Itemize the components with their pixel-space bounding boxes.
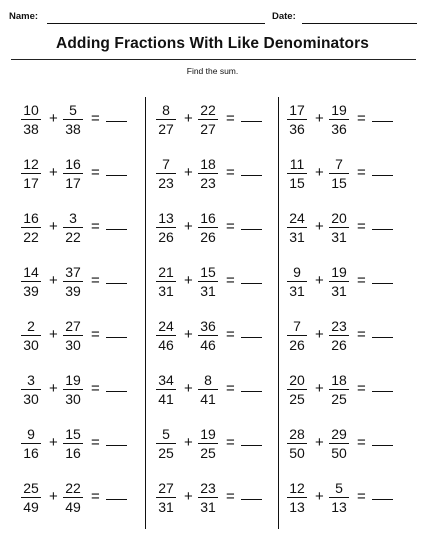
- addition-problem: [20, 263, 130, 301]
- fraction: [328, 209, 350, 247]
- numerator: 5: [335, 480, 343, 496]
- fraction: [62, 479, 84, 517]
- addition-problem: [155, 209, 265, 247]
- denominator: 27: [158, 121, 174, 137]
- fraction-bar: [63, 281, 83, 282]
- fraction: [286, 101, 308, 139]
- denominator: 22: [23, 229, 39, 245]
- addition-problem: [286, 425, 396, 463]
- fraction: [20, 101, 42, 139]
- denominator: 17: [23, 175, 39, 191]
- denominator: 46: [158, 337, 174, 353]
- denominator: 26: [158, 229, 174, 245]
- plus-sign: +: [184, 326, 193, 343]
- plus-sign: +: [184, 110, 193, 127]
- fraction-bar: [329, 173, 349, 174]
- numerator: 27: [158, 480, 174, 496]
- addition-problem: [20, 371, 130, 409]
- fraction: [155, 101, 177, 139]
- addition-problem: [20, 479, 130, 517]
- fraction-bar: [21, 173, 41, 174]
- numerator: 18: [331, 372, 347, 388]
- fraction-bar: [156, 443, 176, 444]
- fraction: [20, 155, 42, 193]
- fraction: [155, 209, 177, 247]
- numerator: 11: [289, 156, 305, 172]
- fraction: [155, 155, 177, 193]
- addition-problem: [286, 155, 396, 193]
- numerator: 15: [200, 264, 216, 280]
- fraction-bar: [198, 335, 218, 336]
- denominator: 31: [331, 283, 347, 299]
- answer-blank[interactable]: [241, 229, 262, 230]
- answer-blank[interactable]: [106, 391, 127, 392]
- numerator: 23: [331, 318, 347, 334]
- numerator: 3: [27, 372, 35, 388]
- numerator: 2: [27, 318, 35, 334]
- answer-blank[interactable]: [241, 391, 262, 392]
- fraction-bar: [156, 335, 176, 336]
- answer-blank[interactable]: [106, 229, 127, 230]
- numerator: 18: [200, 156, 216, 172]
- numerator: 29: [331, 426, 347, 442]
- plus-sign: +: [315, 380, 324, 397]
- numerator: 7: [335, 156, 343, 172]
- addition-problem: [20, 209, 130, 247]
- answer-blank[interactable]: [372, 499, 393, 500]
- addition-problem: [155, 371, 265, 409]
- plus-sign: +: [315, 434, 324, 451]
- denominator: 15: [289, 175, 305, 191]
- denominator: 50: [289, 445, 305, 461]
- denominator: 23: [158, 175, 174, 191]
- plus-sign: +: [184, 488, 193, 505]
- numerator: 37: [65, 264, 81, 280]
- equals-sign: =: [226, 272, 235, 289]
- denominator: 13: [289, 499, 305, 515]
- fraction-bar: [329, 227, 349, 228]
- fraction: [328, 101, 350, 139]
- answer-blank[interactable]: [241, 337, 262, 338]
- equals-sign: =: [357, 488, 366, 505]
- denominator: 17: [65, 175, 81, 191]
- denominator: 16: [65, 445, 81, 461]
- fraction: [62, 101, 84, 139]
- fraction-bar: [63, 227, 83, 228]
- fraction: [155, 479, 177, 517]
- plus-sign: +: [184, 218, 193, 235]
- fraction-bar: [156, 119, 176, 120]
- fraction: [197, 209, 219, 247]
- addition-problem: [155, 479, 265, 517]
- plus-sign: +: [184, 434, 193, 451]
- equals-sign: =: [91, 380, 100, 397]
- fraction: [286, 317, 308, 355]
- fraction: [62, 425, 84, 463]
- numerator: 9: [293, 264, 301, 280]
- fraction-bar: [21, 335, 41, 336]
- numerator: 34: [158, 372, 174, 388]
- addition-problem: [20, 425, 130, 463]
- numerator: 13: [158, 210, 174, 226]
- title-divider: [11, 59, 416, 60]
- instruction-text: Find the sum.: [186, 66, 239, 76]
- numerator: 19: [331, 102, 347, 118]
- numerator: 19: [200, 426, 216, 442]
- denominator: 36: [331, 121, 347, 137]
- answer-blank[interactable]: [241, 283, 262, 284]
- fraction-bar: [198, 119, 218, 120]
- column-divider: [145, 97, 146, 529]
- fraction: [328, 263, 350, 301]
- denominator: 39: [65, 283, 81, 299]
- fraction: [20, 317, 42, 355]
- plus-sign: +: [184, 380, 193, 397]
- fraction: [20, 209, 42, 247]
- fraction: [197, 155, 219, 193]
- numerator: 3: [69, 210, 77, 226]
- fraction: [62, 371, 84, 409]
- plus-sign: +: [184, 164, 193, 181]
- fraction-bar: [198, 173, 218, 174]
- denominator: 31: [331, 229, 347, 245]
- equals-sign: =: [226, 164, 235, 181]
- numerator: 19: [331, 264, 347, 280]
- denominator: 16: [23, 445, 39, 461]
- fraction-bar: [287, 443, 307, 444]
- denominator: 13: [331, 499, 347, 515]
- fraction-bar: [21, 119, 41, 120]
- addition-problem: [155, 101, 265, 139]
- answer-blank[interactable]: [241, 175, 262, 176]
- numerator: 8: [162, 102, 170, 118]
- numerator: 14: [23, 264, 39, 280]
- fraction-bar: [329, 335, 349, 336]
- addition-problem: [155, 317, 265, 355]
- fraction: [62, 317, 84, 355]
- denominator: 27: [200, 121, 216, 137]
- fraction-bar: [156, 281, 176, 282]
- fraction-bar: [198, 227, 218, 228]
- fraction: [62, 155, 84, 193]
- fraction-bar: [287, 389, 307, 390]
- denominator: 38: [65, 121, 81, 137]
- plus-sign: +: [49, 110, 58, 127]
- denominator: 26: [200, 229, 216, 245]
- plus-sign: +: [49, 164, 58, 181]
- fraction: [286, 263, 308, 301]
- worksheet-header: [9, 11, 417, 27]
- fraction: [286, 479, 308, 517]
- numerator: 20: [331, 210, 347, 226]
- fraction-bar: [156, 173, 176, 174]
- equals-sign: =: [357, 164, 366, 181]
- addition-problem: [286, 209, 396, 247]
- fraction-bar: [287, 497, 307, 498]
- answer-blank[interactable]: [372, 283, 393, 284]
- denominator: 15: [331, 175, 347, 191]
- date-label: Date:: [272, 11, 296, 22]
- numerator: 16: [23, 210, 39, 226]
- equals-sign: =: [357, 380, 366, 397]
- date-field[interactable]: [302, 23, 417, 24]
- fraction: [286, 371, 308, 409]
- fraction: [197, 425, 219, 463]
- numerator: 28: [289, 426, 305, 442]
- fraction-bar: [63, 119, 83, 120]
- denominator: 30: [23, 337, 39, 353]
- numerator: 10: [23, 102, 39, 118]
- denominator: 25: [158, 445, 174, 461]
- plus-sign: +: [315, 326, 324, 343]
- denominator: 41: [200, 391, 216, 407]
- fraction-bar: [198, 389, 218, 390]
- fraction: [286, 209, 308, 247]
- denominator: 49: [23, 499, 39, 515]
- fraction-bar: [63, 497, 83, 498]
- equals-sign: =: [226, 326, 235, 343]
- numerator: 15: [65, 426, 81, 442]
- fraction-bar: [198, 443, 218, 444]
- name-field[interactable]: [47, 23, 265, 24]
- numerator: 23: [200, 480, 216, 496]
- numerator: 7: [162, 156, 170, 172]
- equals-sign: =: [226, 488, 235, 505]
- denominator: 41: [158, 391, 174, 407]
- denominator: 26: [331, 337, 347, 353]
- numerator: 19: [65, 372, 81, 388]
- numerator: 21: [158, 264, 174, 280]
- answer-blank[interactable]: [372, 229, 393, 230]
- plus-sign: +: [49, 488, 58, 505]
- plus-sign: +: [315, 272, 324, 289]
- denominator: 49: [65, 499, 81, 515]
- fraction: [328, 479, 350, 517]
- fraction: [286, 155, 308, 193]
- numerator: 5: [69, 102, 77, 118]
- denominator: 31: [200, 499, 216, 515]
- numerator: 5: [162, 426, 170, 442]
- fraction-bar: [287, 119, 307, 120]
- numerator: 22: [200, 102, 216, 118]
- addition-problem: [155, 425, 265, 463]
- equals-sign: =: [226, 110, 235, 127]
- denominator: 25: [289, 391, 305, 407]
- numerator: 36: [200, 318, 216, 334]
- addition-problem: [20, 155, 130, 193]
- fraction-bar: [156, 389, 176, 390]
- plus-sign: +: [49, 272, 58, 289]
- equals-sign: =: [357, 272, 366, 289]
- equals-sign: =: [226, 218, 235, 235]
- equals-sign: =: [91, 110, 100, 127]
- plus-sign: +: [315, 218, 324, 235]
- column-divider: [278, 97, 279, 529]
- fraction: [197, 371, 219, 409]
- fraction-bar: [329, 281, 349, 282]
- fraction: [20, 371, 42, 409]
- numerator: 12: [23, 156, 39, 172]
- fraction: [328, 371, 350, 409]
- numerator: 24: [289, 210, 305, 226]
- fraction-bar: [156, 497, 176, 498]
- fraction: [155, 371, 177, 409]
- fraction-bar: [21, 443, 41, 444]
- denominator: 31: [158, 499, 174, 515]
- denominator: 38: [23, 121, 39, 137]
- addition-problem: [20, 101, 130, 139]
- denominator: 31: [289, 229, 305, 245]
- equals-sign: =: [357, 110, 366, 127]
- fraction-bar: [287, 173, 307, 174]
- fraction-bar: [198, 281, 218, 282]
- fraction-bar: [21, 389, 41, 390]
- fraction-bar: [287, 227, 307, 228]
- fraction: [328, 155, 350, 193]
- fraction: [155, 263, 177, 301]
- fraction-bar: [329, 497, 349, 498]
- plus-sign: +: [49, 434, 58, 451]
- numerator: 8: [204, 372, 212, 388]
- denominator: 30: [65, 337, 81, 353]
- addition-problem: [286, 101, 396, 139]
- plus-sign: +: [184, 272, 193, 289]
- plus-sign: +: [49, 218, 58, 235]
- denominator: 25: [200, 445, 216, 461]
- denominator: 46: [200, 337, 216, 353]
- denominator: 30: [65, 391, 81, 407]
- equals-sign: =: [91, 218, 100, 235]
- addition-problem: [155, 263, 265, 301]
- name-label: Name:: [9, 11, 39, 22]
- answer-blank[interactable]: [372, 175, 393, 176]
- numerator: 27: [65, 318, 81, 334]
- equals-sign: =: [91, 488, 100, 505]
- numerator: 25: [23, 480, 39, 496]
- fraction-bar: [329, 443, 349, 444]
- fraction-bar: [287, 281, 307, 282]
- fraction: [197, 263, 219, 301]
- numerator: 16: [65, 156, 81, 172]
- fraction: [286, 425, 308, 463]
- fraction: [62, 209, 84, 247]
- fraction-bar: [63, 335, 83, 336]
- numerator: 24: [158, 318, 174, 334]
- answer-blank[interactable]: [372, 391, 393, 392]
- plus-sign: +: [315, 488, 324, 505]
- answer-blank[interactable]: [106, 121, 127, 122]
- addition-problem: [286, 479, 396, 517]
- addition-problem: [155, 155, 265, 193]
- equals-sign: =: [91, 434, 100, 451]
- addition-problem: [286, 371, 396, 409]
- answer-blank[interactable]: [241, 121, 262, 122]
- denominator: 30: [23, 391, 39, 407]
- fraction-bar: [21, 497, 41, 498]
- fraction-bar: [21, 227, 41, 228]
- fraction: [20, 479, 42, 517]
- plus-sign: +: [315, 164, 324, 181]
- denominator: 31: [158, 283, 174, 299]
- fraction-bar: [198, 497, 218, 498]
- denominator: 31: [289, 283, 305, 299]
- addition-problem: [286, 263, 396, 301]
- equals-sign: =: [226, 380, 235, 397]
- answer-blank[interactable]: [106, 283, 127, 284]
- answer-blank[interactable]: [372, 445, 393, 446]
- answer-blank[interactable]: [372, 337, 393, 338]
- numerator: 17: [289, 102, 305, 118]
- denominator: 36: [289, 121, 305, 137]
- fraction: [20, 425, 42, 463]
- answer-blank[interactable]: [241, 445, 262, 446]
- fraction: [155, 317, 177, 355]
- numerator: 9: [27, 426, 35, 442]
- denominator: 39: [23, 283, 39, 299]
- fraction-bar: [63, 389, 83, 390]
- denominator: 25: [331, 391, 347, 407]
- answer-blank[interactable]: [106, 445, 127, 446]
- addition-problem: [286, 317, 396, 355]
- addition-problem: [20, 317, 130, 355]
- fraction: [155, 425, 177, 463]
- fraction-bar: [329, 389, 349, 390]
- fraction-bar: [63, 443, 83, 444]
- answer-blank[interactable]: [372, 121, 393, 122]
- plus-sign: +: [49, 380, 58, 397]
- fraction: [62, 263, 84, 301]
- plus-sign: +: [49, 326, 58, 343]
- denominator: 50: [331, 445, 347, 461]
- equals-sign: =: [91, 326, 100, 343]
- fraction-bar: [156, 227, 176, 228]
- fraction-bar: [329, 119, 349, 120]
- fraction-bar: [63, 173, 83, 174]
- equals-sign: =: [357, 326, 366, 343]
- answer-blank[interactable]: [241, 499, 262, 500]
- fraction: [197, 317, 219, 355]
- equals-sign: =: [357, 218, 366, 235]
- numerator: 22: [65, 480, 81, 496]
- numerator: 7: [293, 318, 301, 334]
- denominator: 22: [65, 229, 81, 245]
- numerator: 12: [289, 480, 305, 496]
- numerator: 16: [200, 210, 216, 226]
- fraction: [328, 317, 350, 355]
- answer-blank[interactable]: [106, 337, 127, 338]
- equals-sign: =: [91, 272, 100, 289]
- denominator: 31: [200, 283, 216, 299]
- answer-blank[interactable]: [106, 499, 127, 500]
- denominator: 26: [289, 337, 305, 353]
- answer-blank[interactable]: [106, 175, 127, 176]
- fraction: [20, 263, 42, 301]
- equals-sign: =: [91, 164, 100, 181]
- fraction-bar: [287, 335, 307, 336]
- fraction: [197, 101, 219, 139]
- fraction: [328, 425, 350, 463]
- numerator: 20: [289, 372, 305, 388]
- equals-sign: =: [357, 434, 366, 451]
- equals-sign: =: [226, 434, 235, 451]
- fraction-bar: [21, 281, 41, 282]
- page-title: Adding Fractions With Like Denominators: [56, 35, 369, 52]
- fraction: [197, 479, 219, 517]
- plus-sign: +: [315, 110, 324, 127]
- denominator: 23: [200, 175, 216, 191]
